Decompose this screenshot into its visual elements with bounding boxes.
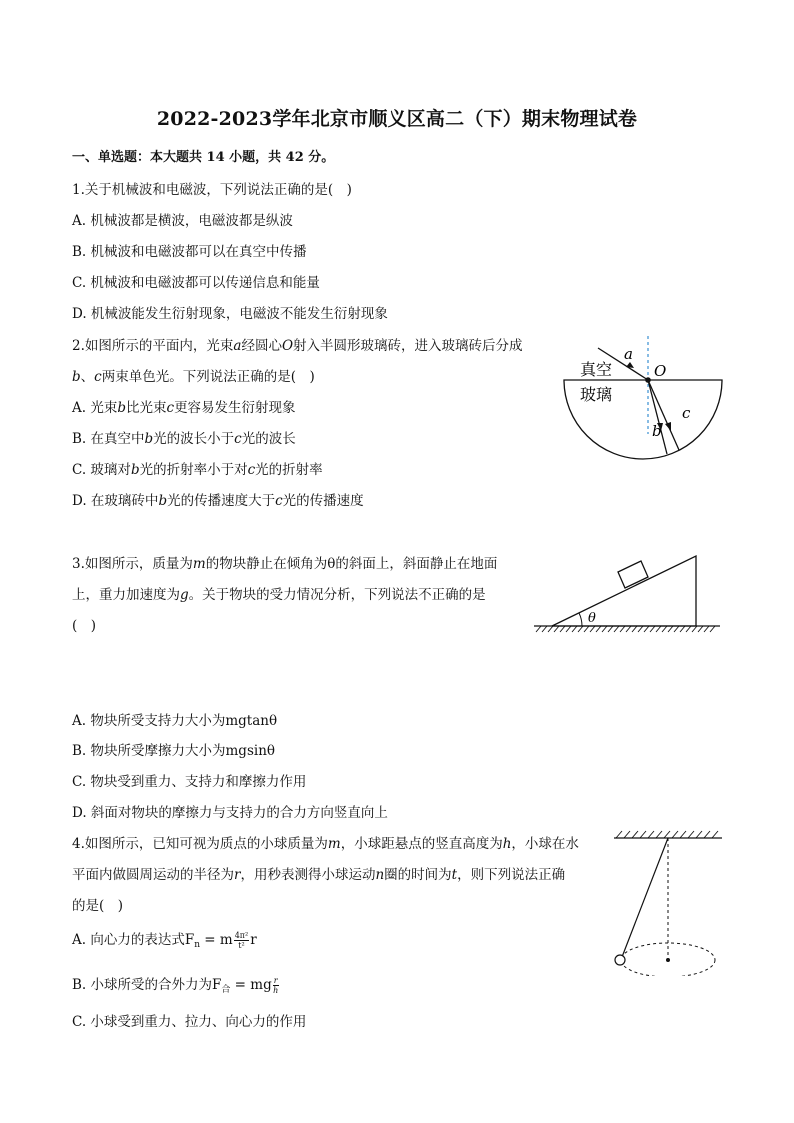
q4-stem-text: 4.如图所示，已知可视为质点的小球质量为 <box>72 836 328 852</box>
q3-option-c: C. 物块受到重力、支持力和摩擦力作用 <box>72 774 307 790</box>
q2-var-b: b <box>158 493 168 509</box>
q2-stem-line2 <box>72 365 315 385</box>
label-a: a <box>624 345 633 363</box>
option-text: 更容易发生衍射现象 <box>174 400 296 416</box>
option-text: 光的折射率 <box>255 462 323 478</box>
q3-option-a: A. 物块所受支持力大小为mgtanθ <box>72 713 278 729</box>
fraction-denominator: h <box>273 986 279 995</box>
label-o: O <box>654 362 667 380</box>
option-text: B. 小球所受的合外力为F <box>72 977 222 993</box>
option-text: 光的波长小于 <box>153 431 235 447</box>
option-text: 光的传播速度 <box>282 493 364 509</box>
label-c: c <box>682 404 691 422</box>
label-b: b <box>652 422 662 440</box>
fraction-numerator: r <box>273 976 278 985</box>
q2-option-a <box>72 396 296 416</box>
fraction <box>234 931 250 950</box>
ray-c-arrow <box>665 422 671 431</box>
q3-stem-line1 <box>72 552 497 572</box>
q1-option-d: D. 机械波能发生衍射现象，电磁波不能发生衍射现象 <box>72 306 388 322</box>
q2-option-b <box>72 427 296 447</box>
exam-title: 2022-2023学年北京市顺义区高二（下）期末物理试卷 <box>156 108 638 130</box>
q4-figure-conical-pendulum <box>608 826 728 976</box>
q1-option-a: A. 机械波都是横波，电磁波都是纵波 <box>72 213 293 229</box>
label-theta: θ <box>588 611 596 626</box>
option-text: C. 玻璃对 <box>72 462 131 478</box>
q3-var-g: g <box>180 587 189 603</box>
q3-stem-text: 的物块静止在倾角为θ的斜面上，斜面静止在地面 <box>205 556 498 572</box>
ball <box>615 955 625 965</box>
q2-var-b: b <box>130 462 140 478</box>
q4-stem-text: ，小球距悬点的竖直高度为 <box>340 836 503 852</box>
q2-stem-text: 射入半圆形玻璃砖，进入玻璃砖后分成 <box>293 338 523 354</box>
option-text: B. 在真空中 <box>72 431 145 447</box>
q4-var-n: n <box>375 867 385 883</box>
q3-stem-line3: ( ) <box>72 618 97 634</box>
q4-stem-text: 圈的时间为 <box>384 867 452 883</box>
q4-var-t: t <box>451 867 458 883</box>
circle-center-dot <box>666 958 670 962</box>
q3-stem-text: 3.如图所示，质量为 <box>72 556 193 572</box>
option-text: D. 在玻璃砖中 <box>72 493 159 509</box>
q4-option-b <box>72 973 280 995</box>
q3-option-b: B. 物块所受摩擦力大小为mgsinθ <box>72 743 276 759</box>
q2-var-c: c <box>234 431 242 447</box>
q4-var-h: h <box>502 836 512 852</box>
option-text: = m <box>200 932 233 948</box>
q3-stem-text: 。关于物块的受力情况分析，下列说法不正确的是 <box>188 587 486 603</box>
q2-figure-glass-brick <box>560 328 740 468</box>
option-text: 光的传播速度大于 <box>167 493 276 509</box>
label-glass: 玻璃 <box>580 385 613 404</box>
q4-var-m: m <box>327 836 341 852</box>
q3-option-d: D. 斜面对物块的摩擦力与支持力的合力方向竖直向上 <box>72 805 388 821</box>
fraction <box>273 976 279 995</box>
ground-hatch <box>536 626 715 632</box>
q3-stem-text: 上，重力加速度为 <box>72 587 180 603</box>
q1-option-b: B. 机械波和电磁波都可以在真空中传播 <box>72 244 307 260</box>
subscript: n <box>194 940 200 950</box>
q4-stem-text: 平面内做圆周运动的半径为 <box>72 867 234 883</box>
q2-stem-text: 、 <box>80 369 95 385</box>
q4-stem-text: ，小球在水 <box>511 836 579 852</box>
option-text: A. 光束 <box>72 400 118 416</box>
ceiling-hatch <box>616 831 718 838</box>
q2-stem-text: 2.如图所示的平面内，光束 <box>72 338 234 354</box>
section-heading: 一、单选题：本大题共 14 小题，共 42 分。 <box>72 150 335 165</box>
q4-option-c: C. 小球受到重力、拉力、向心力的作用 <box>72 1014 307 1030</box>
subscript: 合 <box>221 985 231 995</box>
q2-var-c: c <box>247 462 256 478</box>
q2-var-c: c <box>166 400 175 416</box>
q2-var-o: O <box>281 338 294 354</box>
q2-option-c <box>72 458 323 478</box>
q2-var-b: b <box>144 431 154 447</box>
option-text: 光的波长 <box>241 431 296 447</box>
q2-var-a: a <box>233 338 242 354</box>
option-text: A. 向心力的表达式F <box>72 932 195 948</box>
q2-var-b: b <box>72 369 81 385</box>
q1-option-c: C. 机械波和电磁波都可以传递信息和能量 <box>72 275 320 291</box>
q4-stem-line2 <box>72 863 565 883</box>
q3-figure-incline <box>530 548 730 638</box>
q4-var-r: r <box>234 867 241 883</box>
option-text: r <box>250 932 257 948</box>
option-text: 光的折射率小于对 <box>139 462 248 478</box>
option-text: = mg <box>230 977 272 993</box>
q3-var-m: m <box>192 556 206 572</box>
q2-stem-text: 两束单色光。下列说法正确的是( ) <box>101 369 315 385</box>
q4-stem-text: ，则下列说法正确 <box>457 867 566 883</box>
option-text: 比光束 <box>126 400 167 416</box>
fraction-numerator: 4π² <box>234 931 249 940</box>
block <box>618 561 648 588</box>
center-point-o <box>645 377 651 383</box>
q3-stem-line2 <box>72 583 486 603</box>
q4-stem-line1 <box>72 832 579 852</box>
q1-stem: 1.关于机械波和电磁波，下列说法正确的是( ) <box>72 182 352 198</box>
q2-var-c: c <box>94 369 102 385</box>
q4-stem-line3: 的是( ) <box>72 898 124 914</box>
q4-stem-text: ，用秒表测得小球运动 <box>240 867 376 883</box>
label-vacuum: 真空 <box>580 360 613 379</box>
incline-triangle <box>552 556 696 626</box>
fraction-denominator: t² <box>238 941 245 950</box>
q4-option-a <box>72 928 257 950</box>
q2-option-d <box>72 489 364 509</box>
q2-stem-line1 <box>72 334 523 354</box>
angle-arc <box>579 613 582 626</box>
string <box>622 838 668 957</box>
q2-var-c: c <box>275 493 283 509</box>
q2-var-b: b <box>117 400 126 416</box>
q2-stem-text: 经圆心 <box>241 338 282 354</box>
